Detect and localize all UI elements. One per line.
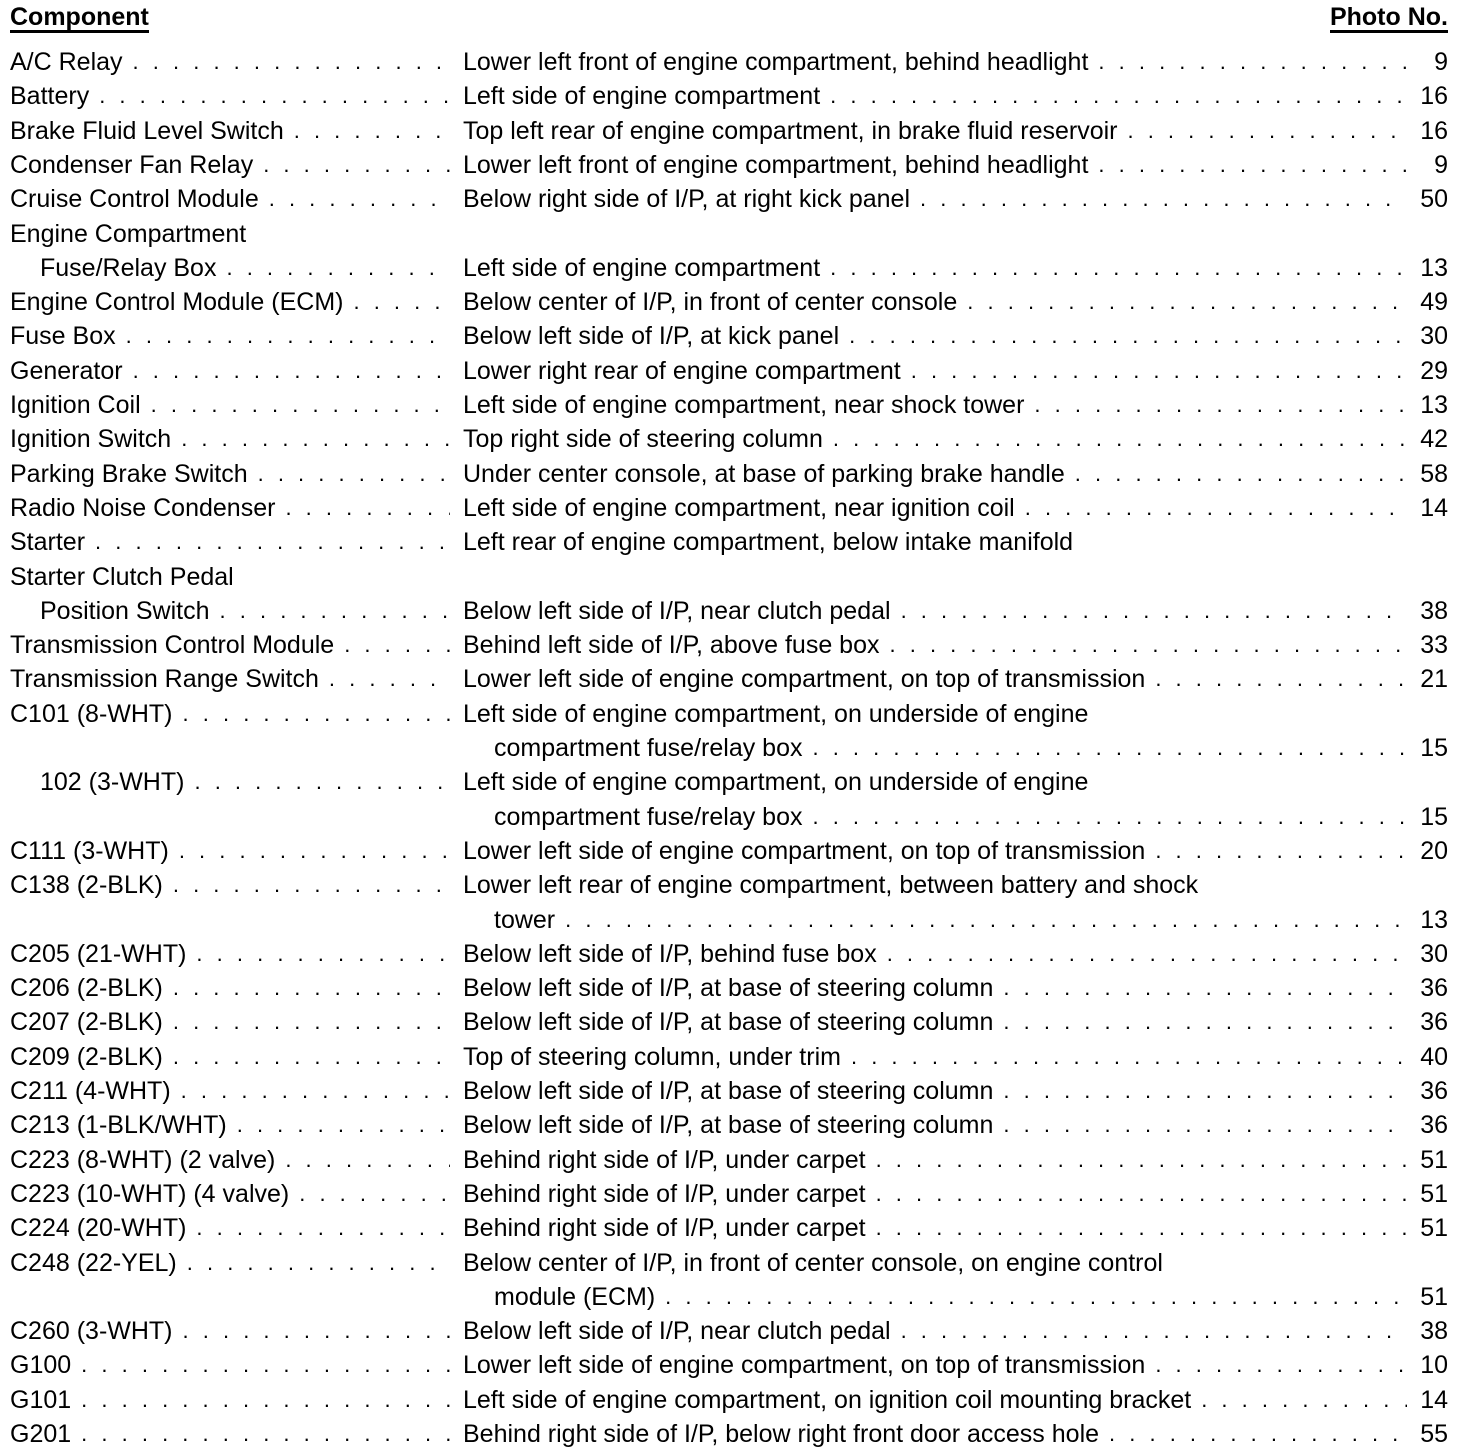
component-cell: [10, 971, 452, 1005]
dot-leader: [237, 1108, 450, 1142]
location-text: Lower left side of engine compartment, on top of transmission: [463, 1351, 1146, 1380]
dot-leader: [263, 148, 450, 182]
location-cell: [463, 491, 1409, 525]
location-text: Behind right side of I/P, under carpet: [463, 1145, 866, 1174]
dot-leader: [194, 765, 450, 799]
location-text: Below center of I/P, in front of center console: [463, 288, 958, 317]
table-row: [0, 388, 1472, 422]
photo-number: 20: [1420, 836, 1448, 865]
dot-leader: [1155, 662, 1407, 696]
component-name: Battery: [10, 82, 90, 111]
component-cell: [10, 148, 452, 182]
component-name: C223 (8-WHT) (2 valve): [10, 1145, 276, 1174]
location-text: Under center console, at base of parking brake handle: [463, 459, 1065, 488]
table-row-continuation: [0, 800, 1472, 834]
table-row: [0, 1383, 1472, 1417]
table-row: [0, 1074, 1472, 1108]
photo-number: 15: [1420, 802, 1448, 831]
component-name: G100: [10, 1351, 72, 1380]
component-name: Radio Noise Condenser: [10, 493, 276, 522]
location-text: Behind right side of I/P, under carpet: [463, 1179, 866, 1208]
table-row: [0, 834, 1472, 868]
component-cell: [10, 1143, 452, 1177]
component-name: C209 (2-BLK): [10, 1042, 163, 1071]
component-name: Starter Clutch Pedal: [10, 562, 234, 591]
dot-leader: [1098, 45, 1407, 79]
location-cell: [463, 1246, 1409, 1280]
table-row: [0, 1246, 1472, 1280]
component-cell: [10, 868, 452, 902]
component-cell: [40, 765, 452, 799]
location-cell: [463, 1417, 1409, 1451]
dot-leader: [95, 525, 450, 559]
component-name: Condenser Fan Relay: [10, 150, 254, 179]
dot-leader: [133, 45, 450, 79]
location-cell: [463, 1040, 1409, 1074]
component-cell: [10, 1005, 452, 1039]
dot-leader: [1201, 1383, 1407, 1417]
photo-number: 36: [1420, 1111, 1448, 1140]
location-text: Lower left side of engine compartment, on top of transmission: [463, 665, 1146, 694]
component-name: G101: [10, 1385, 72, 1414]
dot-leader: [876, 1177, 1407, 1211]
dot-leader: [181, 422, 450, 456]
dot-leader: [887, 937, 1407, 971]
dot-leader: [353, 285, 450, 319]
table-row: [0, 560, 1472, 594]
photo-number: 13: [1420, 905, 1448, 934]
component-cell: [10, 834, 452, 868]
location-text: Behind right side of I/P, below right front door access hole: [463, 1420, 1100, 1448]
location-cell: [463, 1348, 1409, 1382]
dot-leader: [187, 1246, 450, 1280]
component-cell: [10, 1348, 452, 1382]
dot-leader: [911, 354, 1407, 388]
dot-leader: [81, 1348, 450, 1382]
component-name: 102 (3-WHT): [40, 768, 185, 797]
location-cell: [463, 1383, 1409, 1417]
location-cell: [463, 251, 1409, 285]
dot-leader: [849, 319, 1407, 353]
location-cell: [463, 697, 1409, 731]
component-cell: [10, 217, 452, 251]
component-name: C213 (1-BLK/WHT): [10, 1111, 227, 1140]
dot-leader: [299, 1177, 450, 1211]
component-name: C224 (20-WHT): [10, 1214, 187, 1243]
table-row: [0, 45, 1472, 79]
photo-number: 51: [1420, 1282, 1448, 1311]
dot-leader: [901, 594, 1407, 628]
photo-number: 38: [1420, 1317, 1448, 1346]
table-row: [0, 114, 1472, 148]
location-cell: [463, 628, 1409, 662]
location-text: Left rear of engine compartment, below intake manifold: [463, 528, 1074, 557]
component-name: Cruise Control Module: [10, 185, 259, 214]
dot-leader: [285, 1143, 450, 1177]
dot-leader: [258, 457, 450, 491]
photo-number: 33: [1420, 631, 1448, 660]
table-row: [0, 697, 1472, 731]
component-name: C207 (2-BLK): [10, 1008, 163, 1037]
photo-number-column-header: Photo No.: [1329, 3, 1448, 31]
location-cell: [463, 662, 1409, 696]
location-text: Below center of I/P, in front of center console, on engine control: [463, 1248, 1163, 1277]
photo-number: 13: [1420, 391, 1448, 419]
table-row: [0, 1040, 1472, 1074]
component-name: C206 (2-BLK): [10, 974, 163, 1003]
dot-leader: [876, 1211, 1407, 1245]
dot-leader: [812, 800, 1407, 834]
table-row: [0, 182, 1472, 216]
component-cell: [10, 114, 452, 148]
dot-leader: [99, 79, 450, 113]
location-cell: [463, 834, 1409, 868]
dot-leader: [830, 79, 1407, 113]
dot-leader: [1003, 971, 1407, 1005]
location-text: Lower left side of engine compartment, on top of transmission: [463, 836, 1146, 865]
dot-leader: [151, 388, 450, 422]
table-row-continuation: [0, 903, 1472, 937]
component-cell: [10, 1246, 452, 1280]
location-text: Below left side of I/P, near clutch pedal: [463, 596, 891, 625]
component-cell: [10, 560, 452, 594]
photo-number: 50: [1420, 185, 1448, 214]
location-cell: [463, 1074, 1409, 1108]
dot-leader: [967, 285, 1407, 319]
component-cell: [10, 1108, 452, 1142]
component-name: Ignition Switch: [10, 425, 172, 454]
location-cell: [463, 457, 1409, 491]
location-cell: [463, 1177, 1409, 1211]
component-name: Engine Compartment: [10, 219, 247, 248]
photo-number: 16: [1420, 116, 1448, 145]
photo-number: 36: [1420, 1008, 1448, 1037]
location-cell: [463, 1005, 1409, 1039]
component-cell: [10, 319, 452, 353]
location-cell: [463, 388, 1409, 422]
photo-number: 58: [1420, 459, 1448, 488]
dot-leader: [851, 1040, 1407, 1074]
component-cell: [10, 1383, 452, 1417]
table-row: [0, 1143, 1472, 1177]
dot-leader: [173, 971, 450, 1005]
dot-leader: [81, 1417, 450, 1451]
component-cell: [10, 1177, 452, 1211]
photo-number: 51: [1420, 1145, 1448, 1174]
component-cell: [10, 525, 452, 559]
dot-leader: [876, 1143, 1407, 1177]
location-text: Below left side of I/P, near clutch pedal: [463, 1317, 891, 1346]
component-cell: [10, 1211, 452, 1245]
dot-leader: [665, 1280, 1407, 1314]
location-text: Below left side of I/P, at base of steering column: [463, 1008, 994, 1037]
photo-number: 40: [1420, 1042, 1448, 1071]
dot-leader: [1003, 1074, 1407, 1108]
component-cell: [10, 662, 452, 696]
component-cell: [10, 457, 452, 491]
table-row: [0, 148, 1472, 182]
component-cell: [10, 1074, 452, 1108]
component-name: Starter: [10, 528, 86, 557]
dot-leader: [1034, 388, 1407, 422]
component-cell: [10, 182, 452, 216]
photo-number: 14: [1420, 493, 1448, 522]
location-cell: [463, 765, 1409, 799]
table-row: [0, 525, 1472, 559]
component-cell: [10, 1040, 452, 1074]
location-text: Left side of engine compartment, on ignition coil mounting bracket: [463, 1385, 1192, 1414]
dot-leader: [812, 731, 1407, 765]
table-row: [0, 1211, 1472, 1245]
dot-leader: [1127, 114, 1407, 148]
location-text-continued: tower: [494, 905, 556, 934]
location-text: Below left side of I/P, at base of steering column: [463, 974, 994, 1003]
location-cell: [463, 182, 1409, 216]
dot-leader: [126, 319, 450, 353]
location-cell: [463, 1143, 1409, 1177]
table-row: [0, 971, 1472, 1005]
component-cell-continued: [40, 594, 452, 628]
dot-leader: [181, 1074, 450, 1108]
location-cell: [463, 525, 1409, 559]
table-row: [0, 628, 1472, 662]
location-text: Below right side of I/P, at right kick panel: [463, 185, 910, 214]
table-row: [0, 491, 1472, 525]
location-cell-continued: [494, 800, 1409, 834]
dot-leader: [81, 1383, 450, 1417]
component-name-continued: Fuse/Relay Box: [40, 253, 217, 282]
photo-number: 30: [1420, 322, 1448, 351]
dot-leader: [1109, 1417, 1407, 1451]
component-name: C211 (4-WHT): [10, 1077, 171, 1105]
component-cell: [10, 354, 452, 388]
table-row-continuation: [0, 731, 1472, 765]
location-text: Left side of engine compartment, near shock tower: [463, 391, 1025, 419]
location-text-continued: compartment fuse/relay box: [494, 734, 803, 762]
location-cell: [463, 971, 1409, 1005]
component-cell: [10, 388, 452, 422]
component-cell: [10, 1417, 452, 1451]
location-cell: [463, 1108, 1409, 1142]
photo-number: 15: [1420, 734, 1448, 762]
dot-leader: [1155, 834, 1407, 868]
table-row: [0, 285, 1472, 319]
location-cell-continued: [494, 903, 1409, 937]
dot-leader: [890, 628, 1408, 662]
photo-number: 36: [1420, 974, 1448, 1003]
location-text: Below left side of I/P, at kick panel: [463, 322, 840, 351]
photo-number: 21: [1420, 665, 1448, 694]
component-cell: [10, 285, 452, 319]
table-row: [0, 868, 1472, 902]
location-text: Below left side of I/P, at base of steering column: [463, 1077, 994, 1105]
component-name: Brake Fluid Level Switch: [10, 116, 284, 145]
table-row: [0, 1314, 1472, 1348]
dot-leader: [901, 1314, 1407, 1348]
photo-number: 13: [1420, 253, 1448, 282]
location-text-continued: module (ECM): [494, 1282, 656, 1311]
dot-leader: [173, 1005, 450, 1039]
location-text: Top of steering column, under trim: [463, 1042, 841, 1071]
component-column-header: Component: [10, 3, 149, 31]
photo-number: 14: [1420, 1385, 1448, 1414]
component-name: G201: [10, 1420, 72, 1448]
dot-leader: [294, 114, 450, 148]
photo-number: 10: [1420, 1351, 1448, 1380]
location-cell: [463, 594, 1409, 628]
component-name: C205 (21-WHT): [10, 939, 187, 968]
location-cell: [463, 868, 1409, 902]
location-text: Behind left side of I/P, above fuse box: [463, 631, 880, 660]
table-row: [0, 937, 1472, 971]
dot-leader: [220, 594, 450, 628]
component-name: C111 (3-WHT): [10, 836, 169, 865]
table-row: [0, 1348, 1472, 1382]
location-text: Left side of engine compartment, on underside of engine: [463, 699, 1089, 728]
location-cell: [463, 422, 1409, 456]
dot-leader: [1075, 457, 1407, 491]
component-name: A/C Relay: [10, 48, 123, 76]
photo-number: 51: [1420, 1214, 1448, 1243]
location-cell-continued: [494, 731, 1409, 765]
table-row-continuation: [0, 251, 1472, 285]
dot-leader: [1155, 1348, 1407, 1382]
location-text: Lower left front of engine compartment, behind headlight: [463, 150, 1089, 179]
table-row: [0, 217, 1472, 251]
location-cell: [463, 1211, 1409, 1245]
component-cell: [10, 937, 452, 971]
location-cell: [463, 45, 1409, 79]
dot-leader: [1003, 1108, 1407, 1142]
component-name: Engine Control Module (ECM): [10, 288, 344, 317]
dot-leader: [173, 868, 450, 902]
component-cell: [10, 697, 452, 731]
table-row: [0, 1005, 1472, 1039]
table-row: [0, 765, 1472, 799]
location-cell-continued: [494, 1280, 1409, 1314]
photo-number: 42: [1420, 425, 1448, 454]
table-row: [0, 354, 1472, 388]
table-row: [0, 319, 1472, 353]
dot-leader: [179, 834, 450, 868]
table-row: [0, 1177, 1472, 1211]
dot-leader: [830, 251, 1407, 285]
location-cell: [463, 1314, 1409, 1348]
location-cell: [463, 148, 1409, 182]
dot-leader: [920, 182, 1407, 216]
location-text: Left side of engine compartment: [463, 253, 821, 282]
dot-leader: [196, 937, 450, 971]
table-row: [0, 457, 1472, 491]
table-row: [0, 422, 1472, 456]
location-text: Left side of engine compartment, near ignition coil: [463, 493, 1015, 522]
component-name: C223 (10-WHT) (4 valve): [10, 1179, 290, 1208]
dot-leader: [833, 422, 1407, 456]
photo-number: 9: [1434, 48, 1448, 76]
photo-number: 51: [1420, 1179, 1448, 1208]
location-cell: [463, 79, 1409, 113]
table-row-continuation: [0, 594, 1472, 628]
location-cell: [463, 114, 1409, 148]
component-cell-continued: [40, 251, 452, 285]
dot-leader: [133, 354, 450, 388]
location-cell: [463, 354, 1409, 388]
dot-leader: [196, 1211, 450, 1245]
dot-leader: [285, 491, 450, 525]
component-name-continued: Position Switch: [40, 596, 210, 625]
location-text: Lower left front of engine compartment, behind headlight: [463, 48, 1089, 76]
component-cell: [10, 1314, 452, 1348]
location-cell: [463, 937, 1409, 971]
location-text-continued: compartment fuse/relay box: [494, 802, 803, 831]
photo-number: 36: [1420, 1077, 1448, 1105]
dot-leader: [269, 182, 450, 216]
table-row: [0, 1417, 1472, 1451]
table-row: [0, 79, 1472, 113]
component-cell: [10, 491, 452, 525]
location-cell: [463, 319, 1409, 353]
component-cell: [10, 628, 452, 662]
photo-number: 38: [1420, 596, 1448, 625]
component-name: C260 (3-WHT): [10, 1317, 173, 1346]
photo-number: 30: [1420, 939, 1448, 968]
location-text: Below left side of I/P, at base of steering column: [463, 1111, 994, 1140]
photo-number: 9: [1434, 150, 1448, 179]
dot-leader: [1025, 491, 1407, 525]
dot-leader: [183, 1314, 450, 1348]
component-name: Transmission Control Module: [10, 631, 335, 660]
component-name: C138 (2-BLK): [10, 871, 163, 900]
component-name: Parking Brake Switch: [10, 459, 248, 488]
component-name: Fuse Box: [10, 322, 116, 351]
component-cell: [10, 79, 452, 113]
location-text: Top right side of steering column: [463, 425, 823, 454]
table-row: [0, 662, 1472, 696]
dot-leader: [329, 662, 450, 696]
dot-leader: [344, 628, 450, 662]
dot-leader: [1098, 148, 1407, 182]
component-name: Ignition Coil: [10, 391, 141, 419]
dot-leader: [183, 697, 450, 731]
component-cell: [10, 422, 452, 456]
location-text: Below left side of I/P, behind fuse box: [463, 939, 877, 968]
component-name: C101 (8-WHT): [10, 699, 173, 728]
location-text: Left side of engine compartment, on underside of engine: [463, 768, 1089, 797]
location-text: Lower right rear of engine compartment: [463, 356, 901, 385]
component-name: C248 (22-YEL): [10, 1248, 177, 1277]
dot-leader: [1003, 1005, 1407, 1039]
location-text: Top left rear of engine compartment, in brake fluid reservoir: [463, 116, 1118, 145]
component-name: Generator: [10, 356, 123, 385]
component-name: Transmission Range Switch: [10, 665, 319, 694]
table-row: [0, 1108, 1472, 1142]
dot-leader: [565, 903, 1407, 937]
photo-number: 16: [1420, 82, 1448, 111]
dot-leader: [226, 251, 450, 285]
location-text: Lower left rear of engine compartment, between battery and shock: [463, 871, 1199, 900]
table-row-continuation: [0, 1280, 1472, 1314]
location-cell: [463, 285, 1409, 319]
photo-number: 55: [1420, 1420, 1448, 1448]
location-text: Left side of engine compartment: [463, 82, 821, 111]
dot-leader: [173, 1040, 450, 1074]
component-cell: [10, 45, 452, 79]
photo-number: 29: [1420, 356, 1448, 385]
location-text: Behind right side of I/P, under carpet: [463, 1214, 866, 1243]
photo-number: 49: [1420, 288, 1448, 317]
